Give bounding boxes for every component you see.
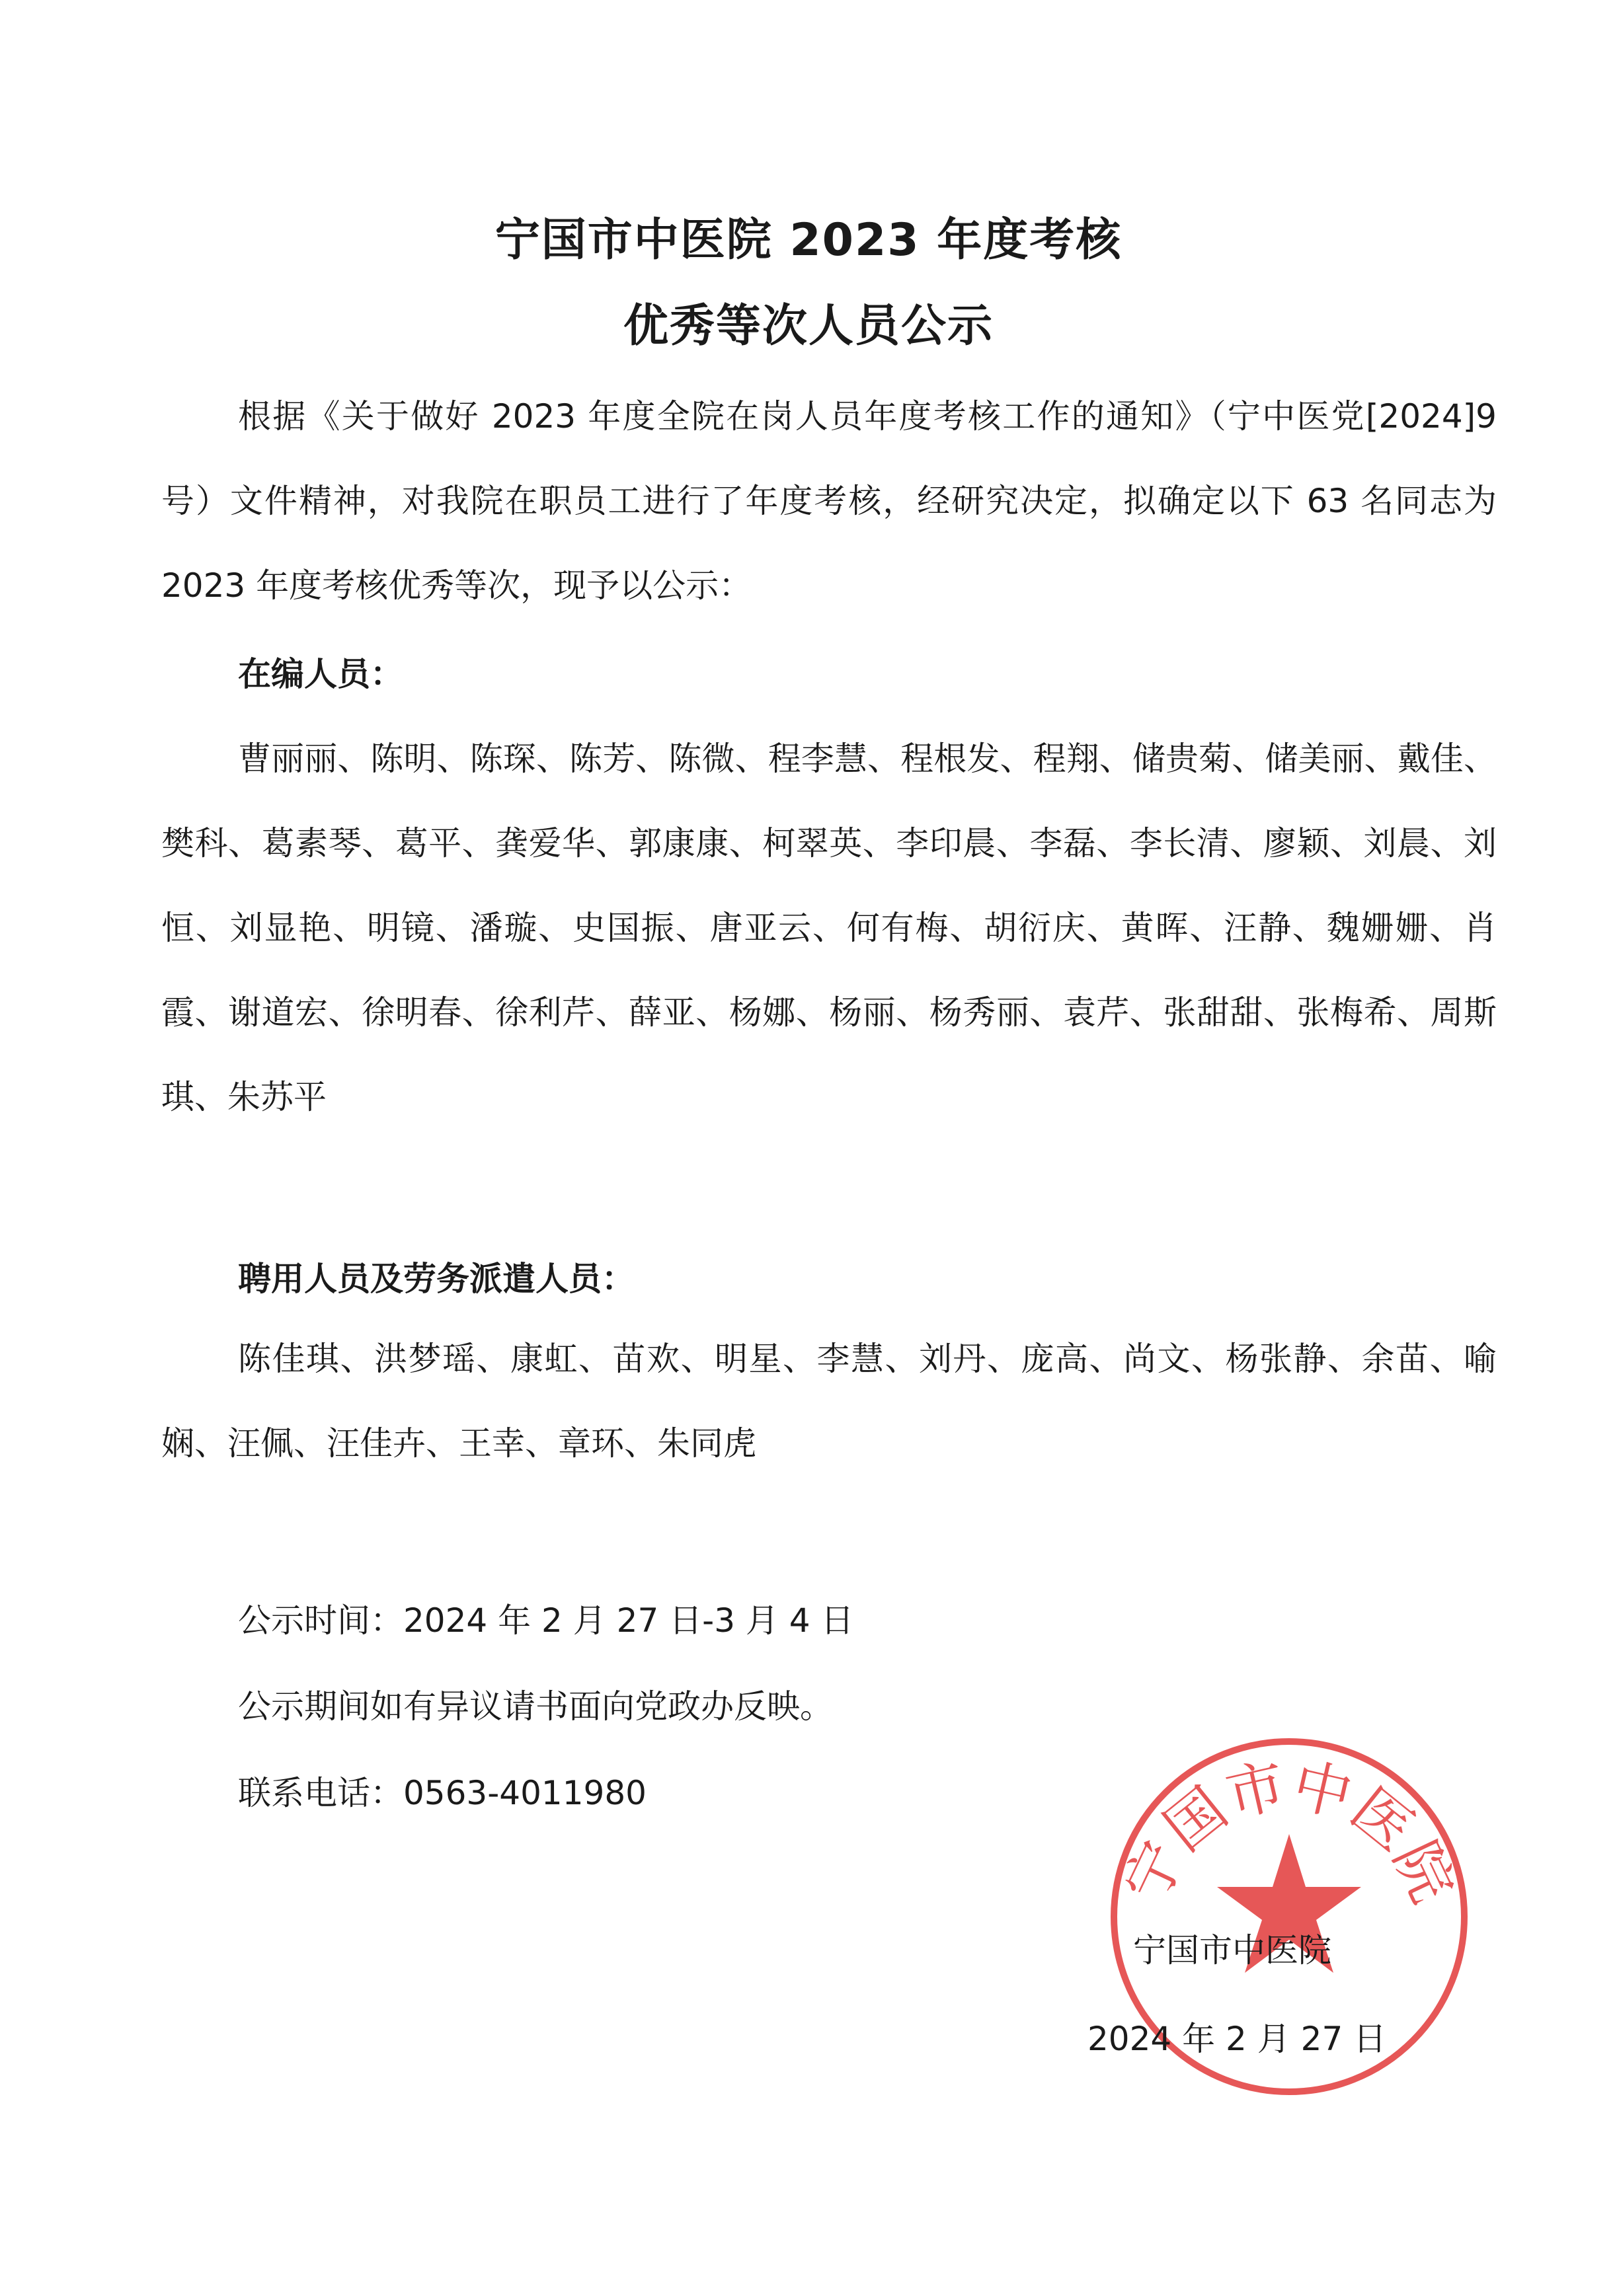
staff-name-list: 曹丽丽、陈明、陈琛、陈芳、陈微、程李慧、程根发、程翔、储贵菊、储美丽、戴佳、樊科、葛素琴、葛平、龚爱华、郭康康、柯翠英、李印晨、李磊、李长清、廖颖、刘晨、刘恒、刘显艳、明镜、潘璇、史国振、唐亚云、何有梅、胡衍庆、黄晖、汪静、魏姗姗、肖霞、谢道宏、徐明春、徐利芹、薛亚、杨娜、杨丽、杨秀丽、袁芹、张甜甜、张梅希、周斯琪、朱苏平 xyxy=(161,740,1497,1116)
document-title-line-2: 优秀等次人员公示 xyxy=(623,300,994,352)
signature-date: 2024 年 2 月 27 日 xyxy=(1087,2020,1387,2058)
contract-name-list: 陈佳琪、洪梦瑶、康虹、苗欢、明星、李慧、刘丹、庞高、尚文、杨张静、余苗、喻娴、汪佩、汪佳卉、王幸、章环、朱同虎 xyxy=(161,1340,1497,1463)
document-title-line-1: 宁国市中医院 2023 年度考核 xyxy=(494,214,1123,266)
publicity-period: 公示时间：2024 年 2 月 27 日-3 月 4 日 xyxy=(238,1601,854,1640)
contact-phone: 联系电话：0563-4011980 xyxy=(238,1774,647,1812)
section-heading-contract: 聘用人员及劳务派遣人员： xyxy=(238,1260,635,1298)
seal-text: 宁国市中医院 xyxy=(1111,1750,1468,1913)
signature-organization: 宁国市中医院 xyxy=(1133,1931,1331,1970)
intro-paragraph: 根据《关于做好 2023 年度全院在岗人员年度考核工作的通知》（宁中医党[2024]9 号）文件精神，对我院在职员工进行了年度考核，经研究决定，拟确定以下 63 名同志为 2023 年度考核优秀等次，现予以公示： xyxy=(161,397,1497,605)
section-heading-staff: 在编人员： xyxy=(238,655,403,693)
objection-notice: 公示期间如有异议请书面向党政办反映。 xyxy=(238,1687,833,1726)
